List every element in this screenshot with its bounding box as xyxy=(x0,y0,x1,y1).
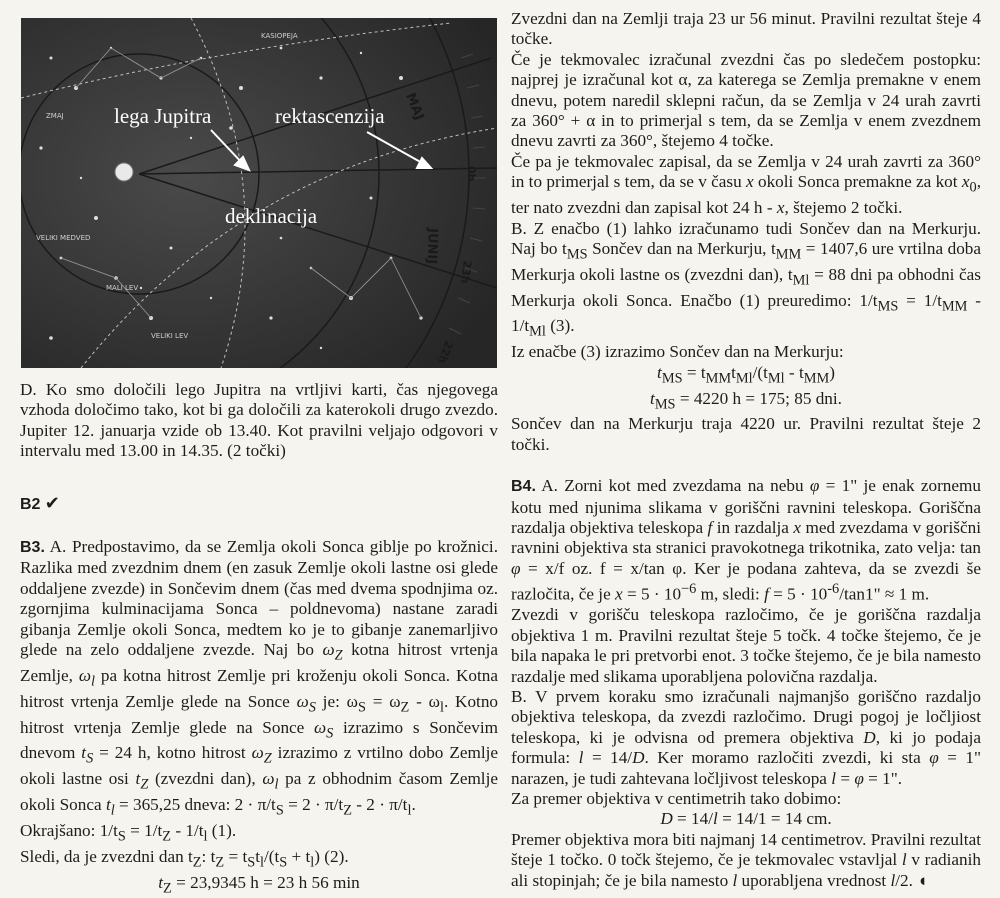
text: Sončev dan na Merkurju, t xyxy=(587,238,776,258)
text: - 1/t xyxy=(511,290,981,336)
text: m, sledi: xyxy=(696,584,765,604)
text: = t xyxy=(682,362,706,382)
t-s: t xyxy=(81,743,87,763)
t-z: t xyxy=(135,769,141,789)
paragraph-r2: Če je tekmovalec izračunal zvezdni čas po sledečem postopku: najprej je izračunal kot α, za katerega se Zemlja premakne v enem dnevu, potem naredil sklepni račun, da se Zemlja v 24 urah zavrti za 360° + α in to primerjal s tem, da se Zemlja v enem zvezdnem dnevu zavrti za 360°, štejemo 4 točke. xyxy=(511,49,981,151)
paragraph-r5: Iz enačbe (3) izrazimo Sončev dan na Merkurju: xyxy=(511,342,844,362)
sub: Ml xyxy=(735,370,753,387)
text: uporabljena vrednost xyxy=(737,870,891,890)
omega-s: ω xyxy=(314,717,327,737)
text: = 14/ xyxy=(583,748,633,768)
sub: MM xyxy=(705,370,732,387)
star-chart-photo xyxy=(21,18,497,368)
eq-text: = 23,9345 h = 23 h 56 min xyxy=(171,872,360,892)
equation-tz-result xyxy=(20,873,498,898)
sub: MM xyxy=(941,298,968,315)
sub: S xyxy=(247,854,256,871)
equation-mercury-2 xyxy=(511,389,981,415)
chart-constellation-5: KASIOPEJA xyxy=(261,32,298,40)
var-x: x xyxy=(615,584,623,604)
paragraph-b4a xyxy=(511,476,981,605)
end-of-article-icon: ◖ xyxy=(917,870,928,890)
omega-z: ω xyxy=(251,743,264,763)
text: = 1407,6 ure vrtilna doba Merkurja okoli lastne os (zvezdni dan), t xyxy=(511,238,982,284)
sub: Z xyxy=(192,854,202,871)
text: , štejemo 2 točki. xyxy=(784,198,903,218)
var-phi: φ xyxy=(511,558,521,578)
text: = 1". xyxy=(863,768,903,788)
sub: l xyxy=(439,699,444,716)
var-x: x xyxy=(746,172,754,192)
omega-l-sub: l xyxy=(91,673,95,690)
t-l-sub: l xyxy=(110,802,115,819)
text: = 5 · 10 xyxy=(622,584,682,604)
sub: Z xyxy=(343,802,352,819)
label-right-ascension: rektascenzija xyxy=(275,104,385,128)
chart-constellation-1: VELIKI MEDVED xyxy=(36,234,91,242)
sub: MM xyxy=(803,370,830,387)
text: med zvezdama v goriščni ravnini objektiva sta stranici pravokotnega trikotnika, zato velja: tan xyxy=(511,518,981,558)
sub: MS xyxy=(661,370,683,387)
text: = x/f oz. f = x/tan φ. Ker je podana zahteva, da se zvezdi še razločita, če je xyxy=(511,558,981,604)
sub: Z xyxy=(162,828,172,845)
sub: S xyxy=(117,828,126,845)
sub: MS xyxy=(654,395,676,412)
paragraph-b3a xyxy=(20,537,498,821)
equation-2 xyxy=(20,847,498,873)
var-f: f xyxy=(707,518,713,537)
sub: MM xyxy=(775,246,802,263)
eq-text: /(t xyxy=(263,846,280,866)
text: t xyxy=(731,362,736,382)
b3-text: kotna hitrost vrtenja Zemlje, xyxy=(20,640,498,685)
sub: S xyxy=(279,854,288,871)
var-t: t xyxy=(657,362,662,382)
var-l: l xyxy=(732,870,738,890)
chart-constellation-4: ZMAJ xyxy=(46,112,64,120)
text: /(t xyxy=(752,362,768,382)
text: (3). xyxy=(545,316,575,336)
sub: Ml xyxy=(529,323,546,340)
paragraph-b4b-2: Za premer objektiva v centimetrih tako dobimo: xyxy=(511,789,842,809)
b3-text: - ω xyxy=(409,691,440,711)
paragraph-r1: Zvezdni dan na Zemlji traja 23 ur 56 minut. Pravilni rezultat šteje 4 točke. xyxy=(511,9,981,49)
b3-text: (zvezdni dan), xyxy=(148,769,263,789)
text: = 14/ xyxy=(672,809,713,829)
var-d: D xyxy=(660,809,673,829)
text: ) xyxy=(829,362,835,382)
equation-mercury-1 xyxy=(511,363,981,389)
text: = 88 dni pa obhodni čas Merkurja okoli Sonca. Enačbo (1) preuredimo: 1/t xyxy=(511,264,981,310)
paragraph-r4 xyxy=(511,219,981,343)
var-t: t xyxy=(650,388,655,408)
text: v radianih ali stopinjah; če je bila namesto xyxy=(511,850,981,890)
chart-constellation-3: VELIKI LEV xyxy=(151,332,189,340)
paragraph-b4b xyxy=(511,687,981,789)
b3-text: pa z obhodnim časom Zemlje okoli Sonca xyxy=(20,769,498,815)
omega-s-sub: S xyxy=(326,725,334,741)
omega-z-sub: Z xyxy=(334,647,343,664)
text: , ki jo podaja formula: xyxy=(511,727,981,768)
b3-text: = 24 h, kotno hitrost xyxy=(93,743,252,763)
equation-diameter xyxy=(511,809,981,829)
omega-l: ω xyxy=(262,769,275,789)
sub: Z xyxy=(215,854,225,871)
t-z-sub: Z xyxy=(140,776,149,793)
jupiter-marker xyxy=(115,163,133,181)
var-l: l xyxy=(712,809,718,829)
eq-text: = t xyxy=(224,846,248,866)
b3-text: = ω xyxy=(365,691,401,711)
text: = 1/t xyxy=(898,290,942,310)
text: B. V prvem koraku smo izračunali najmanjšo goriščno razdaljo objektiva teleskopa, da zvezdi razločimo. Drugi pogoj je ločljiost teleskopa, ki je odvisna od premera objektiva xyxy=(511,686,981,747)
paragraph-r6: Sončev dan na Merkurju traja 4220 ur. Pravilni rezultat šteje 2 točki. xyxy=(511,414,981,454)
chart-month-1: MAJ xyxy=(402,90,427,123)
sub: S xyxy=(357,699,366,716)
text: /tan1" ≈ 1 m. xyxy=(839,584,930,604)
text: = 14/1 = 14 cm. xyxy=(717,809,832,829)
omega-z-sub: Z xyxy=(263,750,272,767)
sub: 0 xyxy=(969,179,977,196)
b2-checkmark: ✔ xyxy=(44,493,60,513)
b4-label: B4. xyxy=(511,478,536,496)
text: in razdalja xyxy=(712,518,794,537)
eq-text: Okrajšano: 1/t xyxy=(20,820,118,840)
sub: MS xyxy=(877,298,899,315)
eq-text: - 1/t xyxy=(171,820,204,840)
eq-text: : t xyxy=(201,846,216,866)
right-column xyxy=(511,9,981,891)
var-l: l xyxy=(831,768,837,788)
b3-text: izrazimo z vrtilno dobo Zemlje okoli lastne osi xyxy=(20,743,498,789)
var-phi: φ xyxy=(854,768,864,788)
left-column-b3 xyxy=(20,537,498,898)
text: , ter nato zvezdni dan zapisal kot 24 h - xyxy=(511,172,981,218)
chart-hour-2: 23h xyxy=(457,259,474,285)
var-x: x xyxy=(776,198,785,218)
var-d: D xyxy=(863,727,876,747)
b3-text: . xyxy=(411,795,416,815)
sup: -6 xyxy=(827,581,840,598)
text: = 5 · 10 xyxy=(768,584,828,604)
var-l: l xyxy=(578,748,584,768)
text: = 4220 h = 175; 85 dni. xyxy=(675,388,842,408)
b3-text: . Kotno hitrost vrtenja Zemlje glede na Sonce xyxy=(20,691,498,737)
eq-text: Sledi, da je zvezdni dan t xyxy=(20,846,193,866)
var-l: l xyxy=(890,870,896,890)
b3-text: pa kotna hitrost Zemlje pri kroženju okoli Sonca. Kotna hitrost vrtenja Zemlje glede na Sonce xyxy=(20,665,498,711)
var-l: l xyxy=(901,850,907,870)
t-s-sub: S xyxy=(86,750,94,767)
text: A. Zorni kot med zvezdama na nebu xyxy=(535,476,810,496)
sub: Z xyxy=(163,880,172,897)
var-phi: φ xyxy=(929,748,939,768)
sub: S xyxy=(275,802,284,819)
chart-hour-3: 22h xyxy=(435,338,456,366)
b3-text: = 365,25 dneva: 2 · π/t xyxy=(114,795,276,815)
b3-text: A. Predpostavimo, da se Zemlja okoli Sonca giblje po krožnici. Razlika med zvezdnim dnem (en zasuk Zemlje okoli lastne osi glede oddaljene zvezde) in Sončevim dnem (čas med dvema spodnjima oz. zgornjima kulminacijama Sonca – poldnevoma) nastane zaradi gibanja Zemlje okoli Sonca, medtem ko je to gibanje zanemarljivo glede na zelo oddaljene zvezde. Naj bo xyxy=(20,537,498,660)
b3-text: je: ω xyxy=(315,691,358,711)
sub: MS xyxy=(566,246,588,263)
sub: l xyxy=(407,802,412,819)
eq-text: t xyxy=(255,846,260,866)
var-f: f xyxy=(764,584,769,604)
eq-text: = 1/t xyxy=(125,820,163,840)
omega-s-sub: S xyxy=(308,699,316,716)
t-z: t xyxy=(158,872,164,892)
chart-constellation-2: MALI LEV xyxy=(106,284,139,292)
label-jupiter-position: lega Jupitra xyxy=(114,104,212,128)
planisphere-graphic xyxy=(21,18,497,368)
sup: −6 xyxy=(681,581,697,598)
var-d: D xyxy=(632,748,645,768)
chart-month-2: JUNIJ xyxy=(423,227,440,265)
paragraph-b4b-result xyxy=(511,830,981,891)
label-declination: deklinacija xyxy=(225,204,318,228)
t-l: t xyxy=(105,795,111,815)
sub: l xyxy=(203,828,208,845)
sub: l xyxy=(310,854,315,871)
var-phi: φ xyxy=(809,476,820,496)
sub: Ml xyxy=(792,272,810,289)
text: okoli Sonca premakne za kot xyxy=(753,172,962,192)
eq-text: + t xyxy=(287,846,311,866)
text: B. Z enačbo (1) lahko izračunamo tudi Sončev dan na Merkurju. Naj bo t xyxy=(511,218,981,258)
b3-text: = 2 · π/t xyxy=(283,795,344,815)
text: - t xyxy=(784,362,804,382)
var-x0: x xyxy=(961,172,970,192)
eq-text: (1). xyxy=(207,820,237,840)
chart-hour-1: 0h xyxy=(465,166,478,182)
left-column-d xyxy=(20,380,498,462)
text: Premer objektiva mora biti najmanj 14 centimetrov. Pravilni rezultat šteje 1 točko. 0 točk štejemo, če je tekmovalec vstavljal xyxy=(511,829,981,870)
omega-l: ω xyxy=(78,665,92,685)
sub: l xyxy=(259,854,264,871)
text: = 1" narazen, je tudi zahtevana ločljivost teleskopa xyxy=(511,748,981,788)
sub: Ml xyxy=(767,370,785,387)
var-x: x xyxy=(793,518,802,537)
text: = xyxy=(836,768,855,788)
paragraph-b4a-result: Zvezdi v gorišču teleskopa razločimo, če je goriščna razdalja objektiva 1 m. Pravilni rezultat šteje 5 točk. 4 točke štejemo, če je bila napaka le pri pretvorbi enot. 3 točke štejemo, če je bila namesto razdalje med slikama uporabljena polovična razdalja. xyxy=(511,605,981,686)
omega-s: ω xyxy=(296,691,309,711)
equation-1 xyxy=(20,821,498,847)
b2-label: B2 xyxy=(20,496,41,513)
text: . Ker moramo razločiti zvezdi, ki sta xyxy=(644,748,930,768)
b3-text: - 2 · π/t xyxy=(351,795,408,815)
text: = 1" je enak zornemu kotu med njunima slikama v goriščni ravnini teleskopa. Goriščna razdalja objektiva teleskopa xyxy=(511,476,981,537)
omega-z: ω xyxy=(322,640,335,660)
paragraph-r3 xyxy=(511,152,981,219)
b2-heading xyxy=(20,493,498,515)
b3-text: izrazimo s Sončevim dnevom xyxy=(20,717,498,763)
text: /2. xyxy=(895,870,913,890)
sub: Z xyxy=(400,699,410,716)
eq-text: ) (2). xyxy=(314,846,349,866)
omega-l-sub: l xyxy=(274,776,279,793)
paragraph-d: D. Ko smo določili lego Jupitra na vrtljivi karti, čas njegovega vzhoda določimo tako, kot bi ga določili za katerokoli drugo zvezdo. Jupiter 12. januarja vzide ob 13.40. Kot pravilni veljajo odgovori v intervalu med 13.00 in 14.35. (2 točki) xyxy=(20,380,498,461)
text: Če pa je tekmovalec zapisal, da se Zemlja v 24 urah zavrti za 360° in to primerjal s tem, da se v času xyxy=(511,151,981,192)
b3-label: B3. xyxy=(20,539,45,556)
